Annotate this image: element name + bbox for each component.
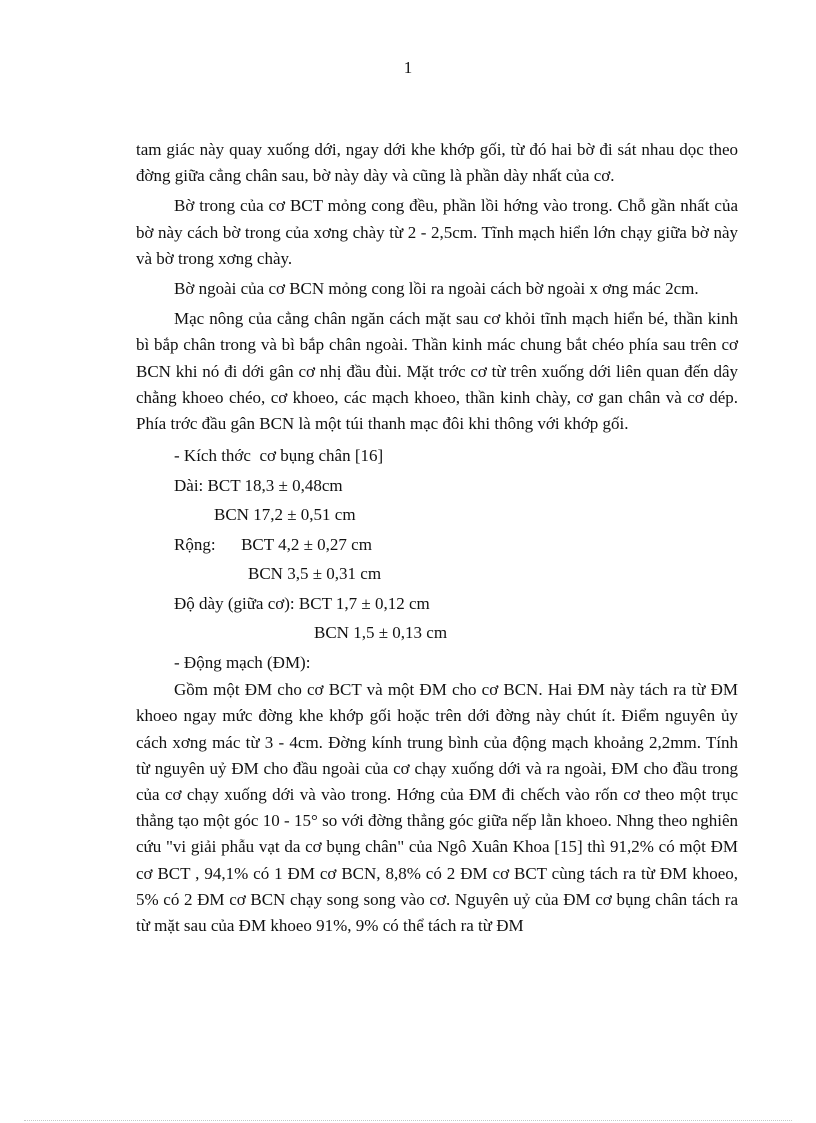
paragraph-continuation: tam giác này quay xuống dới, ngay dới khe khớp gối, từ đó hai bờ đi sát nhau dọc theo đờng giữa cẳng chân sau, bờ này dày và cũng là phần dày nhất của cơ.	[136, 140, 738, 186]
length-bcn-value: BCN 17,2 ± 0,51 cm	[214, 505, 356, 525]
size-heading: - Kích thớc cơ bụng chân [16]	[174, 446, 384, 466]
width-bct-row	[136, 530, 738, 560]
thickness-label: Độ dày (giữa cơ):	[174, 593, 295, 613]
paragraph-inner-border: Bờ trong của cơ BCT mỏng cong đều, phần lồi hớng vào trong. Chỗ gần nhất của bờ này cách bờ trong của xơng chày từ 2 - 2,5cm. Tĩnh mạch hiển lớn chạy giữa bờ này và bờ trong xơng chày.	[136, 196, 738, 268]
width-label: Rộng:	[174, 534, 216, 554]
page-number: 1	[403, 58, 413, 77]
length-label: Dài:	[174, 475, 204, 495]
paragraph-superficial-fascia: Mạc nông của cẳng chân ngăn cách mặt sau cơ khỏi tĩnh mạch hiển bé, thần kinh bì bắp chân trong và bì bắp chân ngoài. Thần kinh mác chung bắt chéo phía sau trên cơ BCN khi nó đi dới gân cơ nhị đầu đùi. Mặt trớc cơ từ trên xuống dới liên quan đến dây chằng khoeo chéo, cơ khoeo, các mạch khoeo, thần kinh chày, cơ gan chân và cơ dép. Phía trớc đầu gân BCN là một túi thanh mạc đôi khi thông với khớp gối.	[136, 309, 738, 434]
document-body	[136, 137, 738, 943]
length-bct-row	[136, 471, 738, 501]
length-bct-value: BCT 18,3 ± 0,48cm	[207, 475, 343, 495]
thickness-bct-row	[136, 589, 738, 619]
width-bct-value: BCT 4,2 ± 0,27 cm	[241, 534, 372, 554]
thickness-bct-value: BCT 1,7 ± 0,12 cm	[298, 593, 430, 613]
footer-dotted-rule	[24, 1120, 792, 1121]
thickness-bcn-value: BCN 1,5 ± 0,13 cm	[314, 623, 448, 643]
width-bcn-value: BCN 3,5 ± 0,31 cm	[248, 564, 382, 584]
artery-heading: - Động mạch (ĐM):	[174, 652, 311, 672]
thickness-bcn-row	[136, 618, 738, 648]
paragraph-artery: Gồm một ĐM cho cơ BCT và một ĐM cho cơ BCN. Hai ĐM này tách ra từ ĐM khoeo ngay mức đờng khe khớp gối hoặc trên dới đờng này chút ít. Điểm nguyên ủy cách xơng mác từ 3 - 4cm. Đờng kính trung bình của động mạch khoảng 2,2mm. Tính từ nguyên uỷ ĐM cho đầu ngoài của cơ chạy xuống dới và ra ngoài, ĐM cho đầu trong của cơ chạy xuống dới và vào trong. Hớng của ĐM đi chếch vào rốn cơ theo một trục thẳng tạo một góc 10 - 15° so với đờng thẳng góc giữa nếp lằn khoeo. Nhng theo nghiên cứu "vi giải phẫu vạt da cơ bụng chân" của Ngô Xuân Khoa [15] thì 91,2% có một ĐM cơ BCT , 94,1% có 1 ĐM cơ BCN, 8,8% có 2 ĐM cơ BCT cùng tách ra từ ĐM khoeo, 5% có 2 ĐM cơ BCN chạy song song vào cơ. Nguyên uỷ của ĐM cơ bụng chân tách ra từ mặt sau của ĐM khoeo 91%, 9% có thể tách ra từ ĐM	[136, 680, 738, 936]
length-bcn-row	[136, 500, 738, 530]
paragraph-outer-border: Bờ ngoài của cơ BCN mỏng cong lồi ra ngoài cách bờ ngoài x ơng mác 2cm.	[174, 279, 699, 299]
width-bcn-row	[136, 559, 738, 589]
